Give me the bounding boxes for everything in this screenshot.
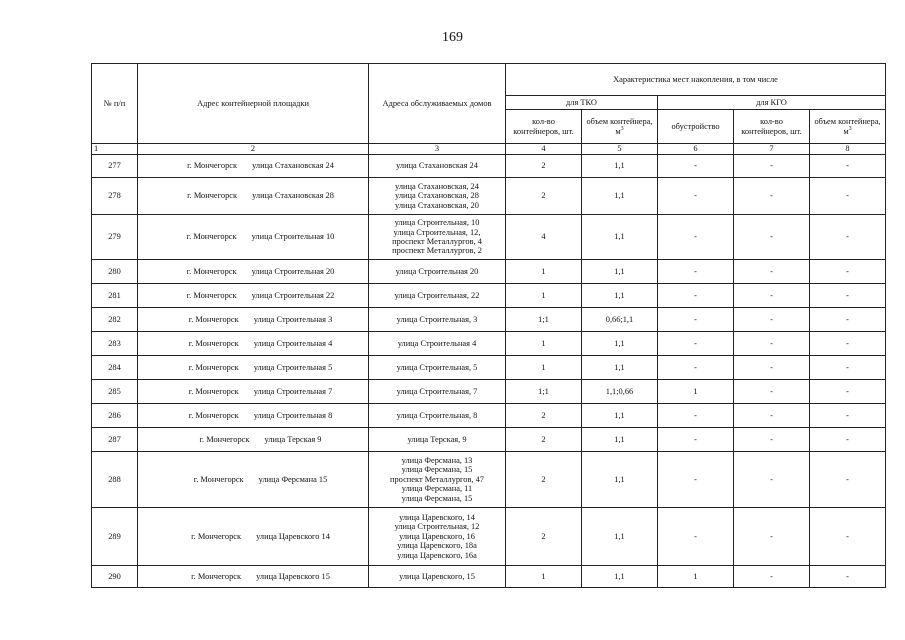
kgo-container-count: -	[734, 284, 810, 308]
site-address	[138, 508, 369, 566]
kgo-container-count: -	[734, 332, 810, 356]
row-number: 289	[92, 508, 138, 566]
row-number: 285	[92, 380, 138, 404]
site-street: улица Строительная 5	[253, 362, 333, 372]
table-row	[92, 508, 886, 566]
kgo-container-volume: -	[810, 284, 886, 308]
tko-container-count: 2	[506, 508, 582, 566]
site-city: г. Мончегорск	[187, 191, 238, 201]
row-number: 278	[92, 178, 138, 215]
column-index: 3	[369, 144, 506, 155]
site-address	[138, 452, 369, 508]
header-kgo: для КГО	[658, 96, 886, 110]
kgo-arrangement: 1	[658, 566, 734, 588]
kgo-container-volume: -	[810, 566, 886, 588]
served-home: проспект Металлургов, 2	[392, 246, 482, 256]
served-home: улица Строительная, 12	[394, 522, 480, 532]
site-city: г. Мончегорск	[199, 434, 250, 444]
tko-container-count: 1	[506, 356, 582, 380]
column-index: 7	[734, 144, 810, 155]
site-city: г. Мончегорск	[187, 161, 238, 171]
table-row	[92, 308, 886, 332]
row-number: 279	[92, 215, 138, 260]
site-address	[138, 332, 369, 356]
column-index: 6	[658, 144, 734, 155]
header-kgo-volume	[810, 110, 886, 144]
served-home: улица Строительная, 8	[396, 410, 478, 420]
kgo-arrangement: -	[658, 508, 734, 566]
header-served-homes: Адреса обслуживаемых домов	[369, 64, 506, 144]
site-address	[138, 380, 369, 404]
kgo-container-count: -	[734, 404, 810, 428]
site-city: г. Мончегорск	[186, 232, 237, 242]
kgo-container-volume: -	[810, 508, 886, 566]
tko-container-count: 1	[506, 284, 582, 308]
site-address	[138, 178, 369, 215]
table-row	[92, 356, 886, 380]
tko-container-count: 2	[506, 404, 582, 428]
served-homes	[369, 178, 506, 215]
site-street: улица Стахановская 24	[252, 161, 334, 171]
site-street: улица Царевского 15	[256, 571, 330, 581]
kgo-container-volume: -	[810, 428, 886, 452]
site-address	[138, 284, 369, 308]
header-tko-count: кол-во контейнеров, шт.	[506, 110, 582, 144]
tko-container-volume: 1,1	[582, 215, 658, 260]
tko-container-count: 4	[506, 215, 582, 260]
served-home: улица Стахановская 24	[396, 161, 478, 171]
table-row	[92, 178, 886, 215]
row-number: 282	[92, 308, 138, 332]
tko-container-volume: 1,1	[582, 452, 658, 508]
site-address	[138, 404, 369, 428]
kgo-container-count: -	[734, 356, 810, 380]
served-home: улица Строительная 4	[397, 338, 477, 348]
tko-container-volume: 1,1	[582, 284, 658, 308]
container-sites-table	[91, 63, 886, 588]
row-number: 286	[92, 404, 138, 428]
kgo-container-volume: -	[810, 404, 886, 428]
kgo-container-volume: -	[810, 155, 886, 178]
served-home: улица Царевского, 16	[399, 531, 475, 541]
served-home: улица Ферсмана, 13	[401, 455, 473, 465]
served-home: улица Ферсмана, 15	[401, 493, 473, 503]
tko-container-volume: 1,1	[582, 508, 658, 566]
tko-container-volume: 1,1	[582, 332, 658, 356]
table-row	[92, 284, 886, 308]
kgo-container-volume: -	[810, 332, 886, 356]
row-number: 284	[92, 356, 138, 380]
served-homes	[369, 356, 506, 380]
site-street: улица Строительная 20	[251, 266, 335, 276]
kgo-arrangement: -	[658, 155, 734, 178]
served-homes	[369, 284, 506, 308]
site-address	[138, 566, 369, 588]
table-row	[92, 404, 886, 428]
table-row	[92, 215, 886, 260]
kgo-container-count: -	[734, 308, 810, 332]
site-address	[138, 260, 369, 284]
site-city: г. Мончегорск	[191, 571, 242, 581]
site-address	[138, 155, 369, 178]
served-home: улица Строительная, 3	[396, 314, 478, 324]
site-city: г. Мончегорск	[186, 290, 237, 300]
site-street: улица Строительная 22	[251, 290, 335, 300]
kgo-arrangement: -	[658, 332, 734, 356]
served-home: улица Строительная 20	[395, 266, 479, 276]
table-row	[92, 428, 886, 452]
served-home: улица Стахановская, 20	[395, 200, 479, 210]
kgo-container-volume: -	[810, 178, 886, 215]
kgo-container-volume: -	[810, 452, 886, 508]
kgo-arrangement: -	[658, 178, 734, 215]
site-city: г. Мончегорск	[193, 474, 244, 484]
header-tko-volume-text: объем контейнера, м	[586, 116, 653, 136]
site-street: улица Строительная 4	[253, 338, 333, 348]
kgo-container-count: -	[734, 155, 810, 178]
served-home: улица Терская, 9	[407, 434, 467, 444]
table-row	[92, 380, 886, 404]
served-homes	[369, 404, 506, 428]
site-street: улица Строительная 8	[253, 410, 333, 420]
tko-container-volume: 1,1	[582, 566, 658, 588]
column-index: 4	[506, 144, 582, 155]
kgo-container-count: -	[734, 178, 810, 215]
kgo-arrangement: 1	[658, 380, 734, 404]
header-tko-volume	[582, 110, 658, 144]
kgo-container-volume: -	[810, 260, 886, 284]
kgo-arrangement: -	[658, 356, 734, 380]
tko-container-count: 2	[506, 178, 582, 215]
header-kgo-volume-text: объем контейнера, м	[814, 116, 881, 136]
header-kgo-arrangement: обустройство	[658, 110, 734, 144]
served-homes	[369, 260, 506, 284]
served-homes	[369, 308, 506, 332]
served-homes	[369, 508, 506, 566]
site-city: г. Мончегорск	[188, 362, 239, 372]
served-home: улица Строительная, 5	[396, 362, 478, 372]
column-index-row	[92, 144, 886, 155]
site-street: улица Строительная 3	[253, 314, 333, 324]
served-home: улица Ферсмана, 11	[401, 484, 473, 494]
column-index: 1	[92, 144, 138, 155]
row-number: 287	[92, 428, 138, 452]
tko-container-volume: 0,66;1,1	[582, 308, 658, 332]
tko-container-count: 1;1	[506, 380, 582, 404]
tko-container-count: 1	[506, 260, 582, 284]
kgo-container-count: -	[734, 215, 810, 260]
tko-container-volume: 1,1	[582, 178, 658, 215]
served-homes	[369, 452, 506, 508]
site-street: улица Ферсмана 15	[258, 474, 328, 484]
column-index: 8	[810, 144, 886, 155]
kgo-arrangement: -	[658, 308, 734, 332]
site-address	[138, 356, 369, 380]
site-street: улица Строительная 7	[253, 386, 333, 396]
kgo-arrangement: -	[658, 428, 734, 452]
header-kgo-volume-unit: 3	[848, 126, 852, 133]
table-row	[92, 452, 886, 508]
header-characteristics: Характеристика мест накопления, в том числе	[506, 64, 886, 96]
row-number: 281	[92, 284, 138, 308]
served-homes	[369, 155, 506, 178]
header-num: № п/п	[92, 64, 138, 144]
kgo-container-count: -	[734, 508, 810, 566]
kgo-container-count: -	[734, 566, 810, 588]
site-street: улица Царевского 14	[256, 531, 330, 541]
row-number: 283	[92, 332, 138, 356]
kgo-container-volume: -	[810, 380, 886, 404]
served-home: проспект Металлургов, 47	[390, 474, 484, 484]
tko-container-count: 2	[506, 452, 582, 508]
tko-container-volume: 1,1	[582, 155, 658, 178]
served-homes	[369, 428, 506, 452]
table-body	[92, 155, 886, 588]
kgo-arrangement: -	[658, 260, 734, 284]
table-row	[92, 332, 886, 356]
column-index: 5	[582, 144, 658, 155]
tko-container-volume: 1,1;0,66	[582, 380, 658, 404]
served-home: улица Строительная, 22	[394, 290, 480, 300]
served-home: улица Строительная, 7	[396, 386, 478, 396]
kgo-container-volume: -	[810, 308, 886, 332]
served-home: проспект Металлургов, 4	[392, 237, 482, 246]
served-home: улица Стахановская, 28	[395, 191, 479, 201]
served-home: улица Строительная, 10	[394, 218, 480, 228]
header-tko-volume-unit: 3	[620, 126, 624, 133]
site-address	[138, 215, 369, 260]
kgo-container-volume: -	[810, 215, 886, 260]
header-tko: для ТКО	[506, 96, 658, 110]
served-home: улица Царевского, 16а	[397, 550, 477, 560]
tko-container-count: 1	[506, 566, 582, 588]
kgo-arrangement: -	[658, 284, 734, 308]
row-number: 277	[92, 155, 138, 178]
served-home: улица Стахановская, 24	[395, 181, 479, 191]
kgo-arrangement: -	[658, 215, 734, 260]
table-row	[92, 155, 886, 178]
served-home: улица Царевского, 18а	[397, 541, 477, 551]
served-home: улица Строительная, 12,	[393, 227, 481, 237]
tko-container-count: 1	[506, 332, 582, 356]
kgo-container-count: -	[734, 452, 810, 508]
row-number: 288	[92, 452, 138, 508]
tko-container-volume: 1,1	[582, 404, 658, 428]
row-number: 290	[92, 566, 138, 588]
tko-container-count: 2	[506, 428, 582, 452]
row-number: 280	[92, 260, 138, 284]
tko-container-volume: 1,1	[582, 260, 658, 284]
site-street: улица Терская 9	[264, 434, 322, 444]
tko-container-volume: 1,1	[582, 356, 658, 380]
kgo-container-volume: -	[810, 356, 886, 380]
tko-container-count: 1;1	[506, 308, 582, 332]
served-homes	[369, 380, 506, 404]
page-number: 169	[442, 30, 463, 45]
tko-container-volume: 1,1	[582, 428, 658, 452]
kgo-arrangement: -	[658, 404, 734, 428]
site-street: улица Стахановская 28	[252, 191, 334, 201]
served-home: улица Царевского, 15	[399, 571, 475, 581]
kgo-container-count: -	[734, 380, 810, 404]
site-city: г. Мончегорск	[191, 531, 242, 541]
site-city: г. Мончегорск	[188, 314, 239, 324]
served-home: улица Ферсмана, 15	[401, 465, 473, 475]
table-row	[92, 260, 886, 284]
column-index: 2	[138, 144, 369, 155]
served-homes	[369, 215, 506, 260]
kgo-arrangement: -	[658, 452, 734, 508]
kgo-container-count: -	[734, 260, 810, 284]
site-city: г. Мончегорск	[188, 410, 239, 420]
served-homes	[369, 332, 506, 356]
kgo-container-count: -	[734, 428, 810, 452]
site-address	[138, 308, 369, 332]
tko-container-count: 2	[506, 155, 582, 178]
site-city: г. Мончегорск	[188, 386, 239, 396]
header-address: Адрес контейнерной площадки	[138, 64, 369, 144]
served-home: улица Царевского, 14	[399, 512, 475, 522]
header-kgo-count: кол-во контейнеров, шт.	[734, 110, 810, 144]
table-row	[92, 566, 886, 588]
site-city: г. Мончегорск	[188, 338, 239, 348]
table-header	[92, 64, 886, 155]
site-street: улица Строительная 10	[251, 232, 335, 242]
site-address	[138, 428, 369, 452]
site-city: г. Мончегорск	[186, 266, 237, 276]
served-homes	[369, 566, 506, 588]
